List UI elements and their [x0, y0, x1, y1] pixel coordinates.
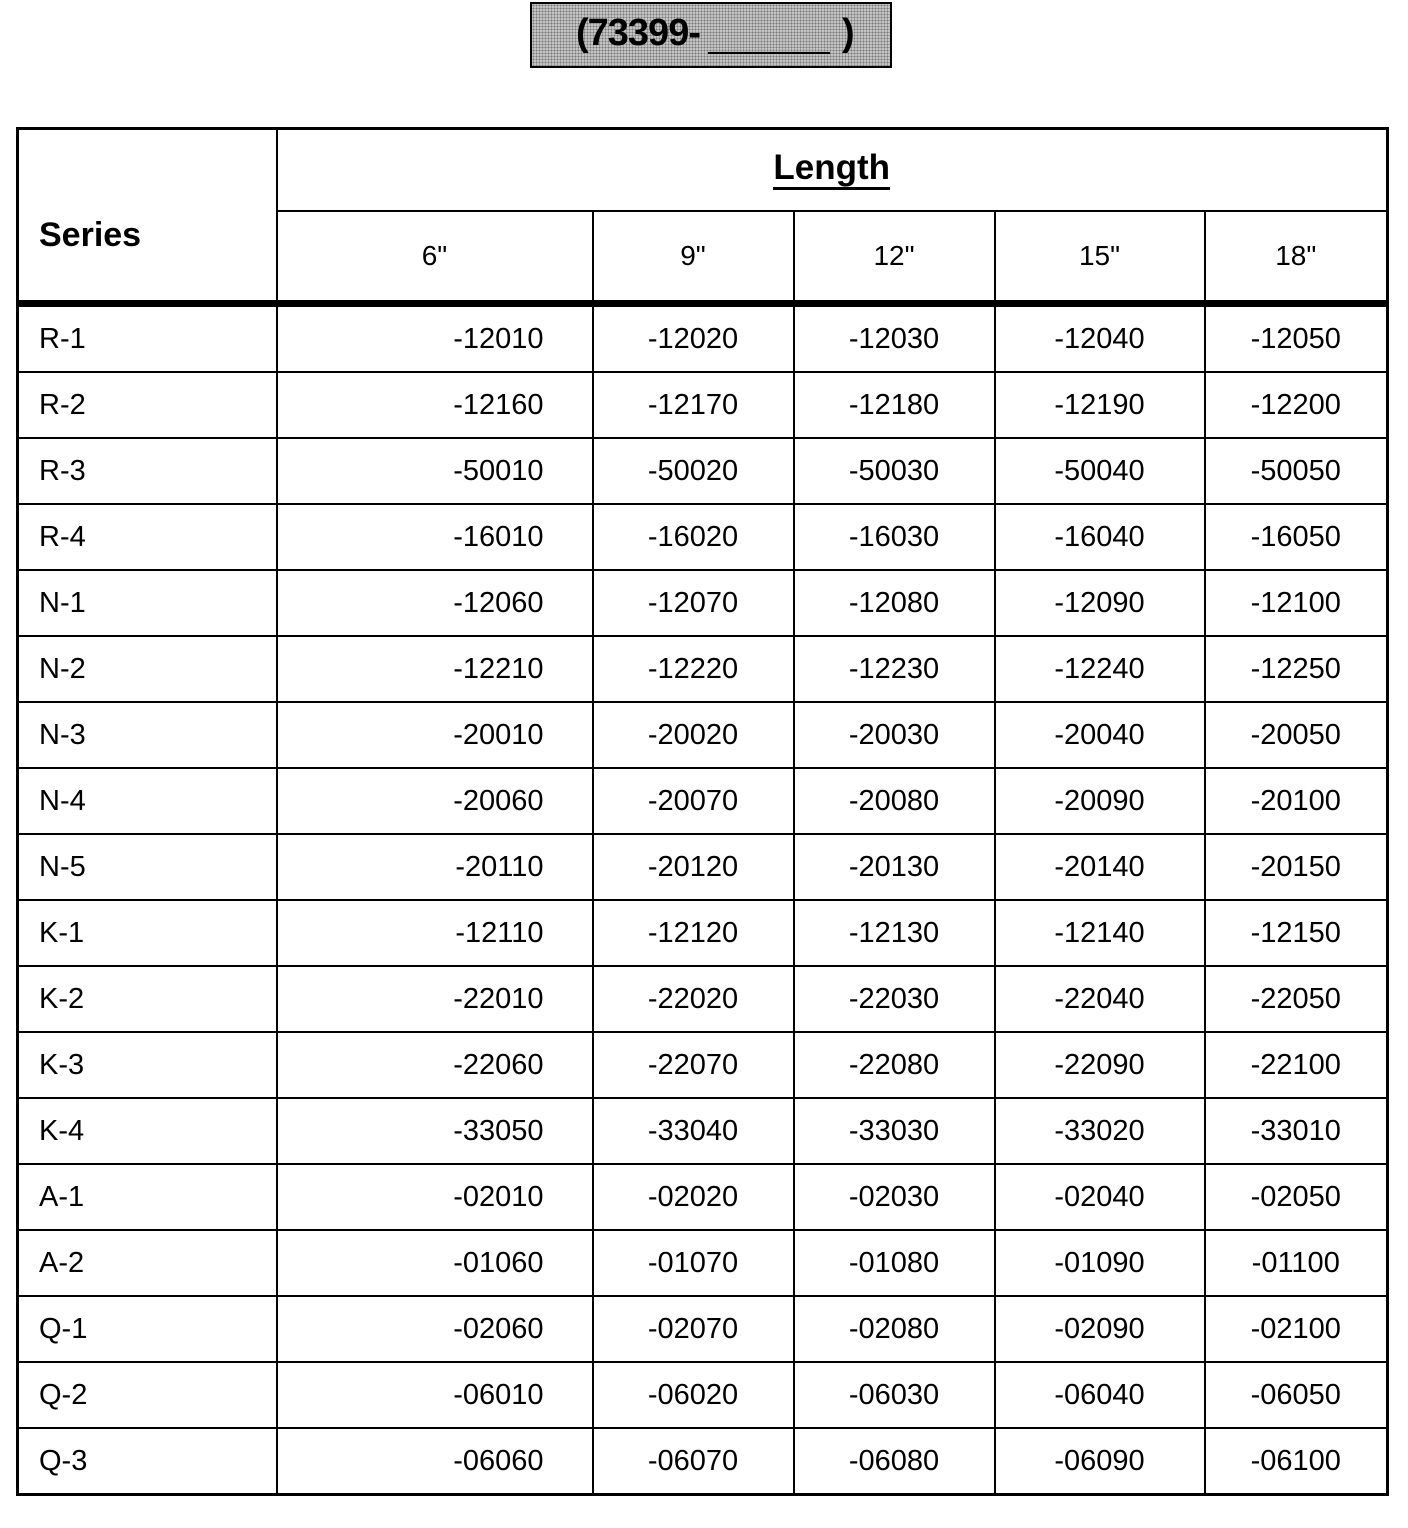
part-code-cell: -16040 — [995, 504, 1205, 570]
part-code-cell: -50040 — [995, 438, 1205, 504]
part-code-cell: -01090 — [995, 1230, 1205, 1296]
series-cell: N-1 — [18, 570, 277, 636]
part-code-cell: -20110 — [277, 834, 593, 900]
table-row — [18, 768, 1388, 834]
length-header — [277, 129, 1388, 212]
part-code-cell: -20150 — [1205, 834, 1388, 900]
part-code-cell: -02090 — [995, 1296, 1205, 1362]
table-row — [18, 1164, 1388, 1230]
table-row — [18, 1098, 1388, 1164]
table-row — [18, 702, 1388, 768]
part-code-cell: -22040 — [995, 966, 1205, 1032]
part-code-cell: -16020 — [593, 504, 794, 570]
part-code-cell: -02100 — [1205, 1296, 1388, 1362]
part-code-cell: -22090 — [995, 1032, 1205, 1098]
part-code-cell: -12170 — [593, 372, 794, 438]
series-cell: N-5 — [18, 834, 277, 900]
part-code-cell: -12250 — [1205, 636, 1388, 702]
part-code-cell: -33010 — [1205, 1098, 1388, 1164]
table-row — [18, 304, 1388, 373]
part-number-blank — [708, 52, 830, 54]
part-code-cell: -12090 — [995, 570, 1205, 636]
part-code-cell: -50020 — [593, 438, 794, 504]
part-code-cell: -22100 — [1205, 1032, 1388, 1098]
part-code-cell: -12230 — [794, 636, 995, 702]
part-code-cell: -01070 — [593, 1230, 794, 1296]
part-code-cell: -20100 — [1205, 768, 1388, 834]
length-column-header: 15" — [995, 211, 1205, 304]
part-code-cell: -06010 — [277, 1362, 593, 1428]
part-code-cell: -50050 — [1205, 438, 1388, 504]
length-column-header: 18" — [1205, 211, 1388, 304]
series-cell: K-3 — [18, 1032, 277, 1098]
part-code-cell: -06080 — [794, 1428, 995, 1495]
part-code-cell: -06100 — [1205, 1428, 1388, 1495]
part-code-cell: -20130 — [794, 834, 995, 900]
part-code-cell: -12100 — [1205, 570, 1388, 636]
part-code-cell: -06070 — [593, 1428, 794, 1495]
table-body — [18, 304, 1388, 1495]
part-code-cell: -12030 — [794, 304, 995, 373]
table-row — [18, 1296, 1388, 1362]
part-code-cell: -06090 — [995, 1428, 1205, 1495]
part-code-cell: -12190 — [995, 372, 1205, 438]
part-code-cell: -50010 — [277, 438, 593, 504]
part-code-cell: -12140 — [995, 900, 1205, 966]
part-code-cell: -01100 — [1205, 1230, 1388, 1296]
length-header-label: Length — [773, 150, 890, 191]
table-row — [18, 1362, 1388, 1428]
part-code-cell: -12070 — [593, 570, 794, 636]
part-code-cell: -06050 — [1205, 1362, 1388, 1428]
part-code-cell: -22050 — [1205, 966, 1388, 1032]
part-code-cell: -16010 — [277, 504, 593, 570]
part-code-cell: -20060 — [277, 768, 593, 834]
part-code-cell: -01060 — [277, 1230, 593, 1296]
part-code-cell: -16050 — [1205, 504, 1388, 570]
series-cell: K-1 — [18, 900, 277, 966]
part-code-cell: -22080 — [794, 1032, 995, 1098]
part-code-cell: -22020 — [593, 966, 794, 1032]
part-code-cell: -12020 — [593, 304, 794, 373]
part-code-cell: -12080 — [794, 570, 995, 636]
table-row — [18, 636, 1388, 702]
table-row — [18, 1032, 1388, 1098]
part-code-cell: -33040 — [593, 1098, 794, 1164]
part-code-cell: -06020 — [593, 1362, 794, 1428]
part-code-cell: -06030 — [794, 1362, 995, 1428]
part-code-cell: -20030 — [794, 702, 995, 768]
table-row — [18, 834, 1388, 900]
part-code-cell: -02070 — [593, 1296, 794, 1362]
part-code-cell: -50030 — [794, 438, 995, 504]
series-cell: R-1 — [18, 304, 277, 373]
part-code-cell: -22030 — [794, 966, 995, 1032]
length-column-header: 9" — [593, 211, 794, 304]
series-cell: A-2 — [18, 1230, 277, 1296]
series-cell: K-2 — [18, 966, 277, 1032]
series-cell: N-3 — [18, 702, 277, 768]
part-code-cell: -22010 — [277, 966, 593, 1032]
part-number-prefix: (73399- — [576, 12, 700, 54]
part-code-cell: -06060 — [277, 1428, 593, 1495]
part-code-cell: -22070 — [593, 1032, 794, 1098]
part-code-cell: -12210 — [277, 636, 593, 702]
part-code-cell: -02030 — [794, 1164, 995, 1230]
series-cell: R-4 — [18, 504, 277, 570]
part-code-cell: -20090 — [995, 768, 1205, 834]
table-row — [18, 570, 1388, 636]
part-code-cell: -12110 — [277, 900, 593, 966]
part-code-cell: -12160 — [277, 372, 593, 438]
part-code-cell: -02080 — [794, 1296, 995, 1362]
part-code-cell: -33030 — [794, 1098, 995, 1164]
part-code-cell: -02020 — [593, 1164, 794, 1230]
part-code-cell: -20040 — [995, 702, 1205, 768]
part-code-cell: -12180 — [794, 372, 995, 438]
part-code-cell: -33020 — [995, 1098, 1205, 1164]
part-code-cell: -12120 — [593, 900, 794, 966]
part-code-cell: -16030 — [794, 504, 995, 570]
series-cell: K-4 — [18, 1098, 277, 1164]
length-column-header: 6" — [277, 211, 593, 304]
part-code-cell: -20080 — [794, 768, 995, 834]
series-header: Series — [18, 129, 277, 304]
part-code-cell: -33050 — [277, 1098, 593, 1164]
series-cell: N-2 — [18, 636, 277, 702]
series-cell: R-2 — [18, 372, 277, 438]
table-row — [18, 900, 1388, 966]
part-code-cell: -12200 — [1205, 372, 1388, 438]
series-cell: R-3 — [18, 438, 277, 504]
part-code-cell: -02060 — [277, 1296, 593, 1362]
part-code-cell: -12240 — [995, 636, 1205, 702]
part-code-cell: -12060 — [277, 570, 593, 636]
part-number-suffix: ) — [842, 12, 855, 54]
part-code-cell: -20020 — [593, 702, 794, 768]
table-row — [18, 372, 1388, 438]
part-code-cell: -01080 — [794, 1230, 995, 1296]
series-cell: Q-2 — [18, 1362, 277, 1428]
part-code-cell: -12150 — [1205, 900, 1388, 966]
part-code-cell: -02010 — [277, 1164, 593, 1230]
part-code-cell: -20010 — [277, 702, 593, 768]
part-code-cell: -12040 — [995, 304, 1205, 373]
part-number-table — [16, 127, 1389, 1496]
part-code-cell: -20120 — [593, 834, 794, 900]
length-column-header: 12" — [794, 211, 995, 304]
part-code-cell: -12010 — [277, 304, 593, 373]
table-row — [18, 1428, 1388, 1495]
series-cell: Q-1 — [18, 1296, 277, 1362]
part-code-cell: -12220 — [593, 636, 794, 702]
part-code-cell: -02040 — [995, 1164, 1205, 1230]
table-row — [18, 966, 1388, 1032]
series-cell: A-1 — [18, 1164, 277, 1230]
series-cell: N-4 — [18, 768, 277, 834]
part-code-cell: -20140 — [995, 834, 1205, 900]
part-code-cell: -06040 — [995, 1362, 1205, 1428]
part-code-cell: -12130 — [794, 900, 995, 966]
part-number-box — [530, 2, 892, 68]
part-code-cell: -20070 — [593, 768, 794, 834]
part-code-cell: -20050 — [1205, 702, 1388, 768]
table-row — [18, 504, 1388, 570]
series-cell: Q-3 — [18, 1428, 277, 1495]
part-code-cell: -02050 — [1205, 1164, 1388, 1230]
table-row — [18, 1230, 1388, 1296]
part-code-cell: -22060 — [277, 1032, 593, 1098]
table-row — [18, 438, 1388, 504]
part-code-cell: -12050 — [1205, 304, 1388, 373]
